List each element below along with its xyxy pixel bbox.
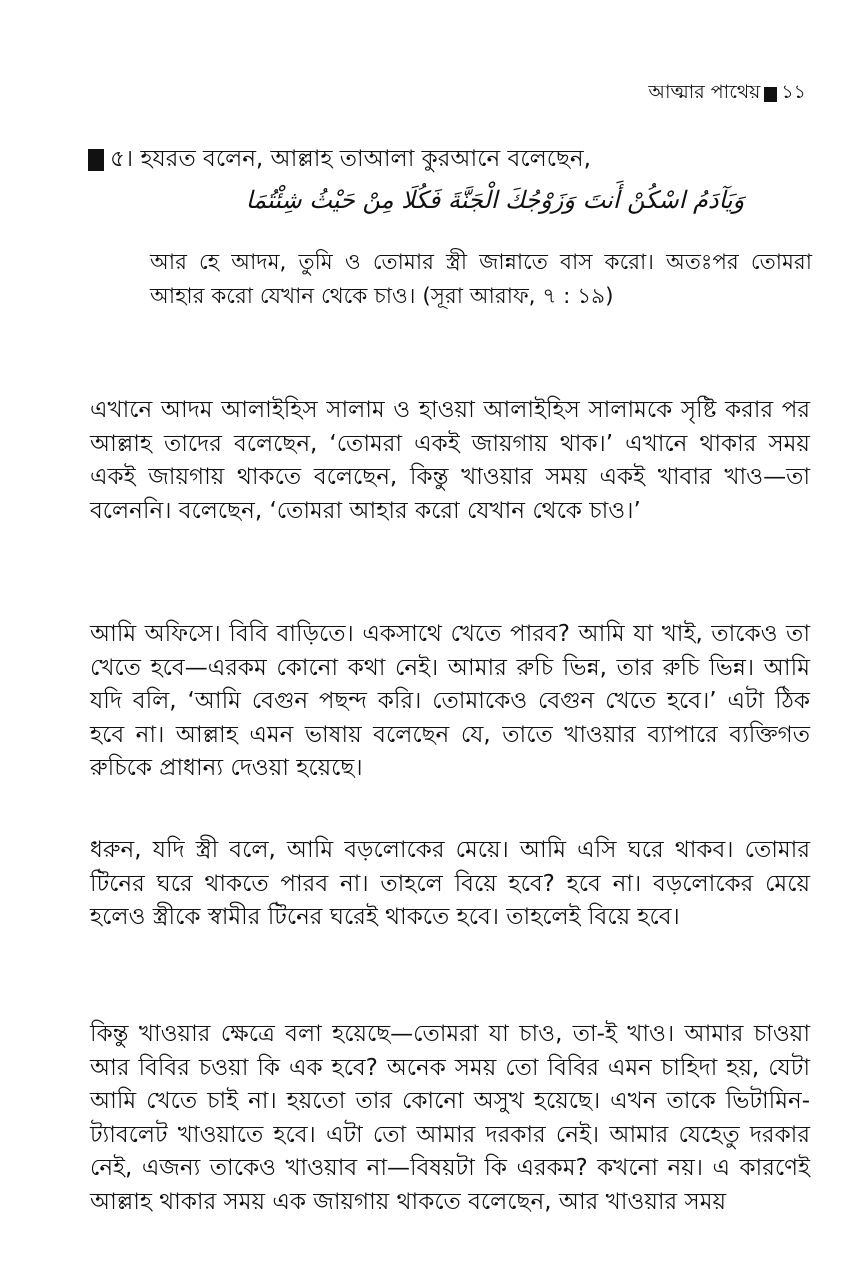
paragraph-4: কিন্তু খাওয়ার ক্ষেত্রে বলা হয়েছে—তোমরা যা চাও, তা-ই খাও। আমার চাওয়া আর বিবির চওয়া কি এক হবে? অনেক সময় তো বিবির এমন চাহিদা হয়, যেটা আমি খেতে চাই না। হয়তো তার কোনো অসুখ হয়েছে। এখন তাকে ভিটামিন-ট্যাবলেট খাওয়াতে হবে। এটা তো আমার দরকার নেই। আমার যেহেতু দরকার নেই, এজন্য তাকেও খাওয়াব না—বিষয়টা কি এরকম? কখনো নয়। এ কারণেই আল্লাহ থাকার সময় এক জায়গায় থাকতে বলেছেন, আর খাওয়ার সময় [90, 1021, 810, 1215]
section-number: ৫। [110, 146, 134, 172]
paragraph-3: ধরুন, যদি স্ত্রী বলে, আমি বড়লোকের মেয়ে। আমি এসি ঘরে থাকব। তোমার টিনের ঘরে থাকতে পারব না। তাহলে বিয়ে হবে? হবে না। বড়লোকের মেয়ে হলেও স্ত্রীকে স্বামীর টিনের ঘরেই থাকতে হবে। তাহলেই বিয়ে হবে। [90, 837, 810, 930]
section-intro: হযরত বলেন, আল্লাহ তাআলা কুরআনে বলেছেন, [140, 146, 591, 172]
running-header [648, 78, 806, 110]
section-heading [88, 140, 808, 179]
section-marker-square-icon [88, 149, 104, 171]
paragraph-2: আমি অফিসে। বিবি বাড়িতে। একসাথে খেতে পারব? আমি যা খাই, তাকেও তা খেতে হবে—এরকম কোনো কথা নেই। আমার রুচি ভিন্ন, তার রুচি ভিন্ন। আমি যদি বলি, ‘আমি বেগুন পছন্দ করি। তোমাকেও বেগুন খেতে হবে।’ এটা ঠিক হবে না। আল্লাহ এমন ভাষায় বলেছেন যে, তাতে খাওয়ার ব্যাপারে ব্যক্তিগত রুচিকে প্রাধান্য দেওয়া হয়েছে। [90, 621, 810, 781]
book-title: আত্মার পাথেয় [648, 81, 761, 103]
verse-translation: আর হে আদম, তুমি ও তোমার স্ত্রী জান্নাতে বাস করো। অতঃপর তোমরা আহার করো যেখান থেকে চাও। (সূরা আরাফ, ৭ : ১৯) [150, 250, 812, 309]
page-number: ১১ [781, 81, 806, 103]
arabic-verse: وَيَآدَمُ اسْكُنْ أَنتَ وَزَوْجُكَ الْجَنَّةَ فَكُلَا مِنْ حَيْثُ شِئْتُمَا [245, 186, 745, 214]
paragraph-1: এখানে আদম আলাইহিস সালাম ও হাওয়া আলাইহিস সালামকে সৃষ্টি করার পর আল্লাহ তাদের বলেছেন, ‘তোমরা একই জায়গায় থাক।’ এখানে থাকার সময় একই জায়গায় থাকতে বলেছেন, কিন্তু খাওয়ার সময় একই খাবার খাও—তা বলেননি। বলেছেন, ‘তোমরা আহার করো যেখান থেকে চাও।’ [90, 397, 810, 524]
separator-square-icon [764, 87, 777, 102]
